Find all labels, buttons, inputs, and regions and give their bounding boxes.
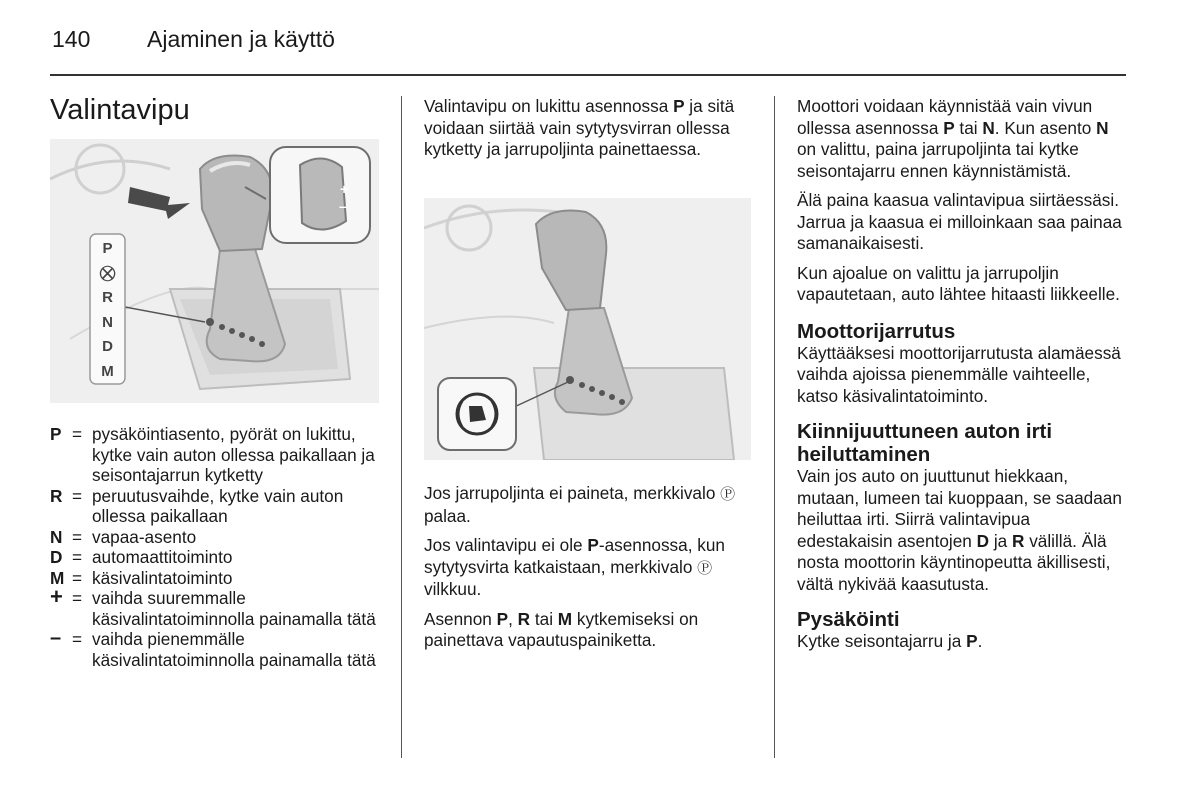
paragraph: Jos valintavipu ei ole P-asennossa, kun sytytysvirta katkaistaan, merkkivalo Ⓟ vilkkuu. [424, 535, 725, 599]
legend-key: – [50, 627, 62, 649]
parking-section [797, 608, 1127, 653]
legend-text: vapaa-asento [92, 526, 197, 547]
legend-eq: = [72, 567, 83, 588]
legend-text: käsivalintatoiminto [92, 567, 233, 588]
legend-key: R [50, 485, 63, 506]
legend-row-m [50, 568, 390, 589]
gate-letter-brake: ⛒ [99, 264, 116, 282]
brake-indicator-illustration [424, 198, 751, 460]
legend-text: pysäköintiasento, pyörät on lukittu, kytke vain auton ollessa paikallaan ja seisontajarrun kytketty [92, 424, 375, 485]
minus-label: – [339, 198, 347, 214]
page-number: 140 [52, 26, 91, 52]
heading-stuck-car: Kiinnijuuttuneen auton irti heiluttaminen [797, 420, 1053, 466]
gate-letter-n: N [102, 313, 113, 331]
legend-eq: = [72, 547, 83, 567]
paragraph: Moottori voidaan käynnistää vain vivun ollessa asennossa P tai N. Kun asento N on valittu, paina jarrupoljinta tai kytke seisontajarru ennen käynnistämistä. [797, 96, 1109, 181]
legend-row-p [50, 424, 390, 486]
gate-letter-r: R [102, 289, 113, 306]
legend-row-r [50, 486, 390, 527]
legend-key: + [50, 584, 63, 609]
gate-letter-p: P [102, 240, 113, 257]
paragraph: Käyttääksesi moottorijarrutusta alamäessä vaihda ajoissa pienemmälle vaihteelle, katso käsivalintatoiminto. [797, 342, 1121, 406]
brake-warning-icon: Ⓟ [720, 486, 736, 503]
legend-key: P [50, 424, 62, 444]
legend-eq: = [72, 526, 83, 547]
column-divider-2 [774, 96, 775, 758]
legend-key: N [50, 526, 63, 547]
heading-engine-brake: Moottorijarrutus [797, 319, 956, 343]
column-2 [424, 96, 754, 169]
legend-text: automaattitoiminto [92, 547, 233, 567]
paragraph: Vain jos auto on juuttunut hiekkaan, mutaan, lumeen tai kuoppaan, se saadaan heiluttaa irti. Siirrä valintavipua edestakaisin asentojen D ja R välillä. Älä nosta moottorin käyntinopeutta äkillisesti, vältä nykivää kaasutusta. [797, 466, 1122, 594]
stuck-car-section [797, 420, 1127, 595]
section-title: Valintavipu [50, 94, 190, 126]
legend-eq: = [72, 629, 83, 649]
legend-row-minus [50, 629, 390, 670]
column-3 [797, 96, 1127, 666]
engine-brake-section [797, 320, 1127, 408]
gear-legend [50, 424, 390, 670]
legend-key: M [50, 567, 65, 588]
paragraph: Asennon P, R tai M kytkemiseksi on painettava vapautuspainiketta. [424, 608, 699, 650]
paragraph: Kun ajoalue on valittu ja jarrupoljin vapautetaan, auto lähtee hitaasti liikkeelle. [797, 262, 1120, 304]
legend-eq: = [72, 424, 83, 444]
legend-text: vaihda suuremmalle käsivalintatoiminnolla painamalla tätä [92, 588, 376, 629]
legend-row-plus [50, 584, 390, 629]
gate-letter-m: M [101, 362, 114, 380]
gear-selector-illustration [50, 139, 379, 403]
legend-row-n [50, 527, 390, 548]
column-divider-1 [401, 96, 402, 758]
gate-letters [90, 237, 125, 384]
paragraph: Älä paina kaasua valintavipua siirtäessäsi. Jarrua ja kaasua ei milloinkaan saa painaa samanaikaisesti. [797, 190, 1122, 253]
paragraph: Kytke seisontajarru ja P. [797, 631, 983, 651]
brake-warning-icon: Ⓟ [697, 559, 713, 577]
chapter-title: Ajaminen ja käyttö [147, 26, 335, 52]
column-2-lower [424, 483, 754, 660]
heading-parking: Pysäköinti [797, 608, 900, 631]
paragraph: Valintavipu on lukittu asennossa P ja sitä voidaan siirtää vain sytytysvirran ollessa kytketty ja jarrupoljinta painettaessa. [424, 96, 735, 159]
header-rule [50, 74, 1126, 76]
brake-indicator-drawing [424, 198, 751, 460]
legend-row-d [50, 547, 390, 568]
legend-eq: = [72, 485, 83, 506]
legend-key: D [50, 547, 63, 567]
paragraph: Jos jarrupoljinta ei paineta, merkkivalo Ⓟ palaa. [424, 483, 736, 526]
plus-label: + [340, 181, 349, 197]
legend-text: peruutusvaihde, kytke vain auton ollessa paikallaan [92, 485, 344, 526]
gate-letter-d: D [102, 338, 113, 355]
legend-eq: = [72, 588, 83, 608]
legend-text: vaihda pienemmälle käsivalintatoiminnolla painamalla tätä [92, 629, 376, 670]
